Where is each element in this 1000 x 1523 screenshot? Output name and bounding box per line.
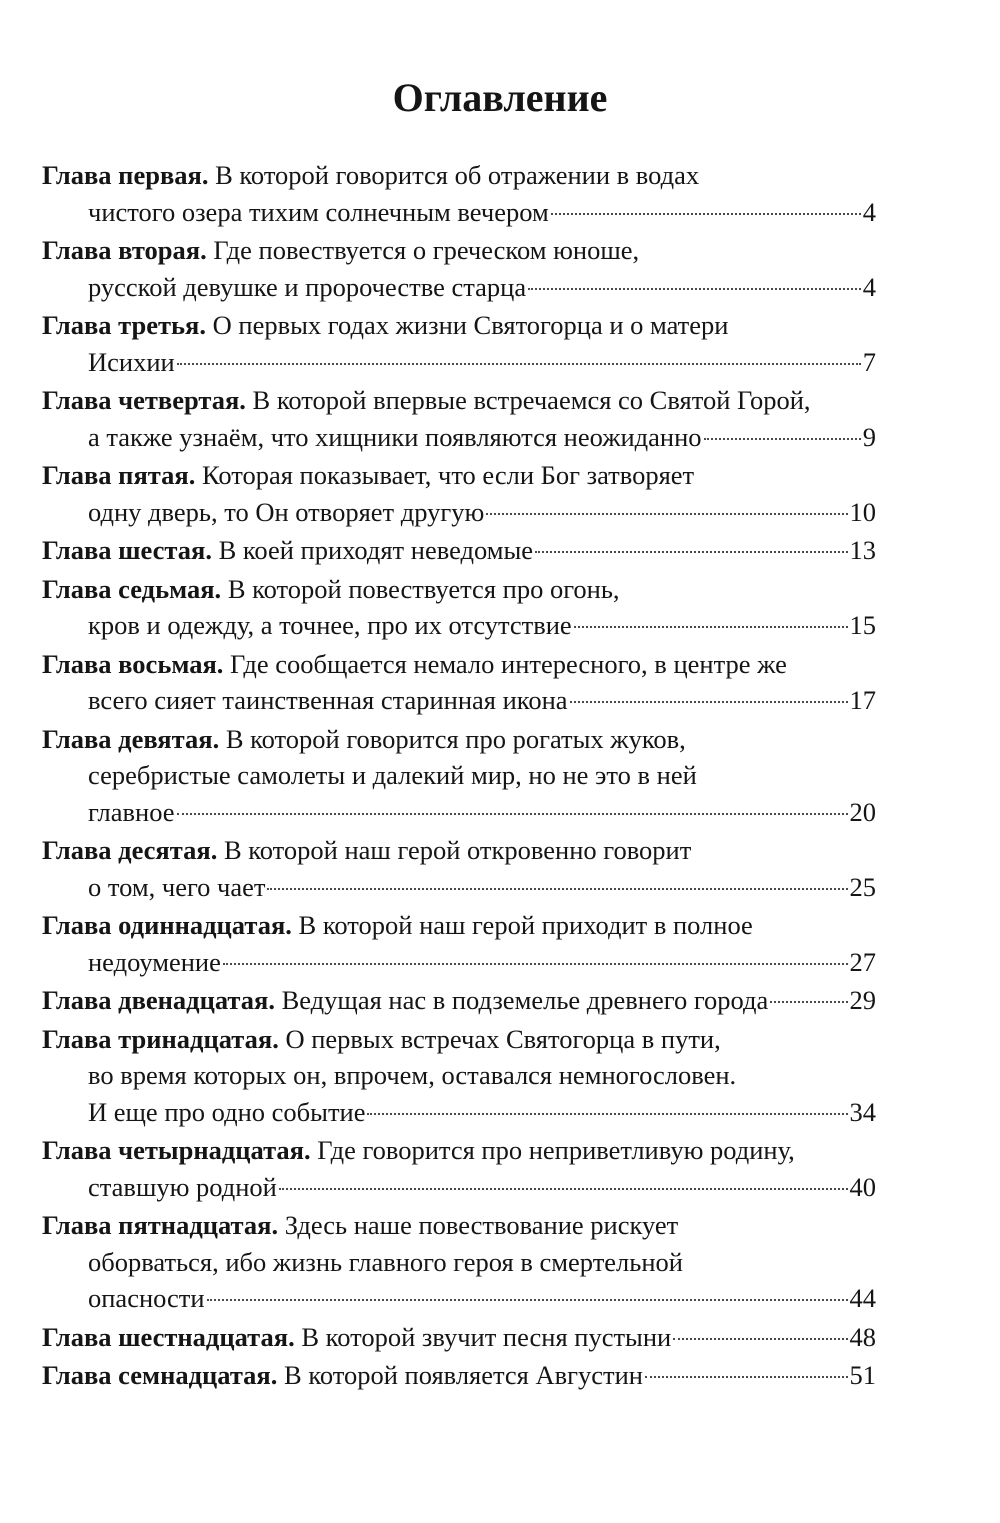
page-number: 44 xyxy=(849,1283,876,1313)
toc-entry-line xyxy=(42,982,876,1019)
page-title: Оглавление xyxy=(392,75,608,120)
toc-entry xyxy=(42,157,876,230)
dot-leader xyxy=(177,363,861,365)
toc-entry-text-wrap xyxy=(42,649,787,679)
chapter-description: Которая показывает, что если Бог затворяет xyxy=(201,460,695,490)
chapter-description: всего сияет таинственная старинная икона xyxy=(88,685,568,715)
toc-entry-line xyxy=(42,1280,876,1317)
chapter-label: Глава пятая. xyxy=(42,460,196,490)
toc-entry-text-wrap xyxy=(42,574,620,604)
toc-entry-line xyxy=(42,382,876,419)
toc-entry-line xyxy=(42,571,876,608)
dot-leader xyxy=(279,1188,848,1190)
chapter-label: Глава шестнадцатая. xyxy=(42,1321,295,1352)
toc-entry-line xyxy=(42,194,876,231)
chapter-description: И еще про одно событие xyxy=(88,1096,366,1127)
dot-leader xyxy=(177,813,848,815)
toc-entry-text-wrap xyxy=(88,1060,736,1090)
toc-entry-line xyxy=(42,344,876,381)
toc-entry-text-wrap xyxy=(88,1169,277,1206)
toc-entry-text-wrap xyxy=(88,1280,205,1317)
chapter-description: В которой говорится об отражении в водах xyxy=(215,160,700,190)
dot-leader xyxy=(645,1376,848,1378)
toc-entry xyxy=(42,382,876,455)
toc-entry-line xyxy=(42,607,876,644)
chapter-label: Глава пятнадцатая. xyxy=(42,1210,279,1240)
toc-entry xyxy=(42,532,876,569)
toc-entry-line xyxy=(42,944,876,981)
toc-entry xyxy=(42,907,876,980)
toc-entry-text-wrap xyxy=(42,160,699,190)
page-number: 48 xyxy=(849,1321,876,1352)
chapter-description: русской девушке и пророчестве старца xyxy=(88,271,527,302)
chapter-description: Где говорится про неприветливую родину, xyxy=(317,1135,795,1165)
chapter-description: серебристые самолеты и далекий мир, но не это в ней xyxy=(88,760,697,790)
dot-leader xyxy=(673,1338,847,1340)
toc-entry xyxy=(42,1132,876,1205)
toc-entry-line xyxy=(42,307,876,344)
chapter-label: Глава восьмая. xyxy=(42,648,224,679)
chapter-label: Глава шестая. xyxy=(42,535,212,565)
chapter-description: Здесь наше повествование рискует xyxy=(284,1210,679,1240)
chapter-description: кров и одежду, а точнее, про их отсутствие xyxy=(88,610,572,640)
toc-entry xyxy=(42,1207,876,1317)
chapter-description: В которой говорится про рогатых жуков, xyxy=(225,723,686,754)
toc-entry xyxy=(42,307,876,380)
toc-entry-line xyxy=(42,494,876,531)
toc-entry-line xyxy=(42,157,876,194)
page-number: 27 xyxy=(849,946,876,977)
toc-entry-line xyxy=(42,646,876,683)
chapter-label: Глава третья. xyxy=(42,310,207,340)
dot-leader xyxy=(704,438,861,440)
toc-entry-line xyxy=(42,832,876,869)
chapter-label: Глава девятая. xyxy=(42,723,220,754)
chapter-description: В которой звучит песня пустыни xyxy=(301,1321,672,1352)
chapter-label: Глава первая. xyxy=(42,160,209,190)
toc-entry-line xyxy=(42,1319,876,1356)
toc-entry-text-wrap xyxy=(88,760,697,790)
toc-entry-text-wrap xyxy=(88,269,526,306)
page-number: 34 xyxy=(849,1096,876,1127)
toc-entry-text-wrap xyxy=(42,1024,721,1054)
chapter-description: Ведущая нас в подземелье древнего города xyxy=(281,985,769,1015)
toc-entry xyxy=(42,721,876,831)
dot-leader xyxy=(267,888,847,890)
chapter-description: недоумение xyxy=(88,946,221,977)
toc-entry-text-wrap xyxy=(88,794,175,831)
chapter-description: В которой наш герой приходит в полное xyxy=(298,910,753,940)
toc-entry xyxy=(42,1021,876,1131)
chapter-description: одну дверь, то Он отворяет другую xyxy=(88,496,485,527)
toc-entry-line xyxy=(42,419,876,456)
toc-entry xyxy=(42,457,876,530)
toc-entry-text-wrap xyxy=(42,910,753,940)
chapter-description: В которой появляется Августин xyxy=(284,1360,643,1390)
toc-entry-text-wrap xyxy=(88,944,221,981)
toc-entry xyxy=(42,982,876,1019)
chapter-description: ставшую родной xyxy=(88,1171,277,1202)
toc-entry-text-wrap xyxy=(88,869,265,906)
chapter-label: Глава вторая. xyxy=(42,235,207,265)
toc-entry-text-wrap xyxy=(42,835,691,865)
dot-leader xyxy=(528,288,861,290)
chapter-label: Глава седьмая. xyxy=(42,573,222,604)
toc-entry-line xyxy=(42,1094,876,1131)
toc-entry xyxy=(42,832,876,905)
chapter-description: о том, чего чает xyxy=(88,871,266,902)
toc-entry-text-wrap xyxy=(42,532,533,569)
toc-entry xyxy=(42,646,876,719)
toc-entry-line xyxy=(42,1244,876,1281)
dot-leader xyxy=(486,513,847,515)
chapter-description: О первых встречах Святогорца в пути, xyxy=(285,1023,721,1054)
toc-entry-text-wrap xyxy=(88,1094,365,1131)
page-number: 25 xyxy=(849,871,876,902)
page-number: 17 xyxy=(849,685,876,715)
chapter-description: опасности xyxy=(88,1283,205,1313)
toc-entry-line xyxy=(42,721,876,758)
toc-entry-text-wrap xyxy=(88,419,702,456)
chapter-description: чистого озера тихим солнечным вечером xyxy=(88,196,549,227)
chapter-description: В которой наш герой откровенно говорит xyxy=(223,835,692,865)
toc-entry xyxy=(42,1357,876,1394)
chapter-description: Где повествуется о греческом юноше, xyxy=(213,235,640,265)
page-number: 4 xyxy=(862,271,876,302)
toc-entry xyxy=(42,232,876,305)
toc-entry-text-wrap xyxy=(42,1357,643,1394)
dot-leader xyxy=(367,1113,847,1115)
toc-entry-text-wrap xyxy=(88,344,175,381)
chapter-label: Глава четвертая. xyxy=(42,385,246,415)
chapter-description: оборваться, ибо жизнь главного героя в смертельной xyxy=(88,1246,683,1277)
toc-entry-line xyxy=(42,232,876,269)
toc-entry-line xyxy=(42,869,876,906)
chapter-label: Глава двенадцатая. xyxy=(42,985,275,1015)
chapter-description: а также узнаём, что хищники появляются неожиданно xyxy=(88,421,702,452)
toc-entry xyxy=(42,571,876,644)
dot-leader xyxy=(770,1001,847,1003)
toc-entry-text-wrap xyxy=(42,982,768,1019)
page-number: 7 xyxy=(862,346,876,377)
chapter-description: В которой повествуется про огонь, xyxy=(227,573,620,604)
toc-entry-line xyxy=(42,1207,876,1244)
dot-leader xyxy=(570,701,848,703)
page-number: 40 xyxy=(849,1171,876,1202)
toc-entry-text-wrap xyxy=(42,310,728,340)
toc-entry-line xyxy=(42,757,876,794)
chapter-label: Глава десятая. xyxy=(42,835,218,865)
toc-entry-text-wrap xyxy=(42,724,686,754)
chapter-description: В коей приходят неведомые xyxy=(218,535,534,565)
toc-entry-line xyxy=(42,1132,876,1169)
toc-entry-line xyxy=(42,682,876,719)
chapter-label: Глава одиннадцатая. xyxy=(42,910,292,940)
toc-entry-line xyxy=(42,1169,876,1206)
toc-entry-text-wrap xyxy=(88,194,549,231)
toc-entry-text-wrap xyxy=(88,607,572,644)
chapter-description: О первых годах жизни Святогорца и о матери xyxy=(212,310,729,340)
dot-leader xyxy=(223,963,848,965)
page-number: 4 xyxy=(862,196,876,227)
dot-leader xyxy=(551,213,861,215)
toc-entry-line xyxy=(42,907,876,944)
chapter-description: Где сообщается немало интересного, в центре же xyxy=(230,648,787,679)
page-number: 29 xyxy=(849,985,876,1015)
toc-entry-text-wrap xyxy=(88,682,568,719)
page-number: 15 xyxy=(849,610,876,640)
toc-entry-text-wrap xyxy=(42,1319,671,1356)
page-number: 20 xyxy=(849,796,876,827)
page-number: 51 xyxy=(849,1360,876,1390)
chapter-label: Глава четырнадцатая. xyxy=(42,1135,311,1165)
toc-entry-line xyxy=(42,269,876,306)
toc-entry-line xyxy=(42,794,876,831)
chapter-description: В которой впервые встречаемся со Святой Горой, xyxy=(252,385,811,415)
toc-entry-line xyxy=(42,1021,876,1058)
toc-entry-line xyxy=(42,532,876,569)
toc-entry xyxy=(42,1319,876,1356)
toc-entry-text-wrap xyxy=(88,1247,683,1277)
toc-entry-text-wrap xyxy=(42,1210,678,1240)
toc-entry-text-wrap xyxy=(42,460,694,490)
chapter-description: Исихии xyxy=(88,346,175,377)
toc-entry-line xyxy=(42,457,876,494)
toc-entry-text-wrap xyxy=(42,235,639,265)
page-number: 10 xyxy=(849,496,876,527)
chapter-label: Глава тринадцатая. xyxy=(42,1023,279,1054)
toc-entry-line xyxy=(42,1057,876,1094)
page-number: 13 xyxy=(849,535,876,565)
toc-entry-text-wrap xyxy=(88,494,484,531)
chapter-label: Глава семнадцатая. xyxy=(42,1360,278,1390)
toc-entry-line xyxy=(42,1357,876,1394)
dot-leader xyxy=(574,626,848,628)
page-number: 9 xyxy=(862,421,876,452)
chapter-description: во время которых он, впрочем, оставался немногословен. xyxy=(88,1060,737,1090)
table-of-contents xyxy=(42,157,876,1396)
toc-entry-text-wrap xyxy=(42,1135,795,1165)
toc-entry-text-wrap xyxy=(42,385,811,415)
dot-leader xyxy=(535,551,847,553)
dot-leader xyxy=(207,1299,848,1301)
chapter-description: главное xyxy=(88,796,175,827)
